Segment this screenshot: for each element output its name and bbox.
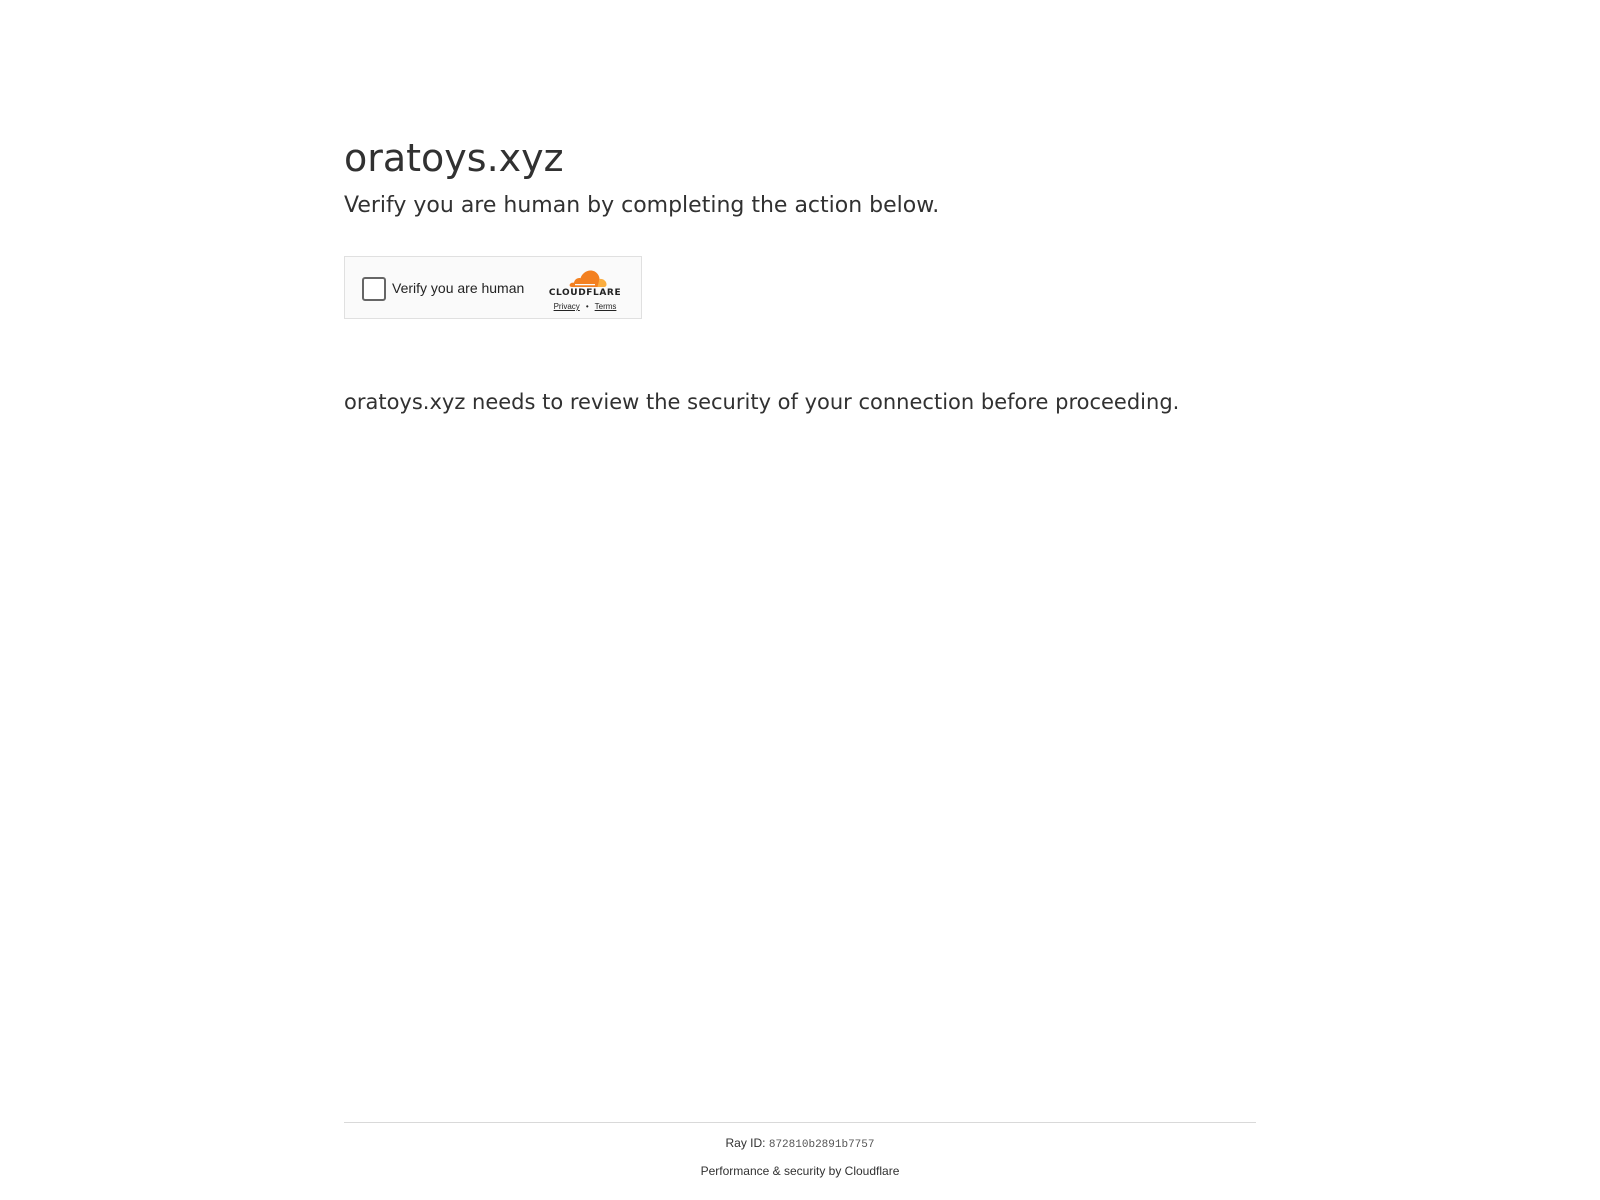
cloudflare-brand <box>545 267 625 311</box>
link-separator: • <box>585 302 589 311</box>
brand-links <box>554 302 617 311</box>
ray-id-value: 872810b2891b7757 <box>768 1139 875 1151</box>
cloudflare-wordmark: CLOUDFLARE <box>548 288 622 298</box>
footer <box>344 1122 1256 1179</box>
verify-checkbox[interactable] <box>362 277 386 301</box>
privacy-link[interactable]: Privacy <box>553 302 580 311</box>
page-title: oratoys.xyz <box>344 136 564 180</box>
cloudflare-cloud-icon <box>568 267 608 289</box>
performance-security-text: Performance & security by Cloudflare <box>700 1164 900 1178</box>
terms-link[interactable]: Terms <box>594 302 617 311</box>
main-content <box>344 134 1256 414</box>
ray-id-label: Ray ID: <box>725 1136 766 1150</box>
ray-id-line <box>344 1135 1256 1153</box>
page-subtitle: Verify you are human by completing the action below. <box>344 193 940 218</box>
security-message: oratoys.xyz needs to review the security of your connection before proceeding. <box>344 390 1180 414</box>
challenge-widget <box>344 256 642 319</box>
verify-checkbox-label[interactable]: Verify you are human <box>392 279 525 296</box>
